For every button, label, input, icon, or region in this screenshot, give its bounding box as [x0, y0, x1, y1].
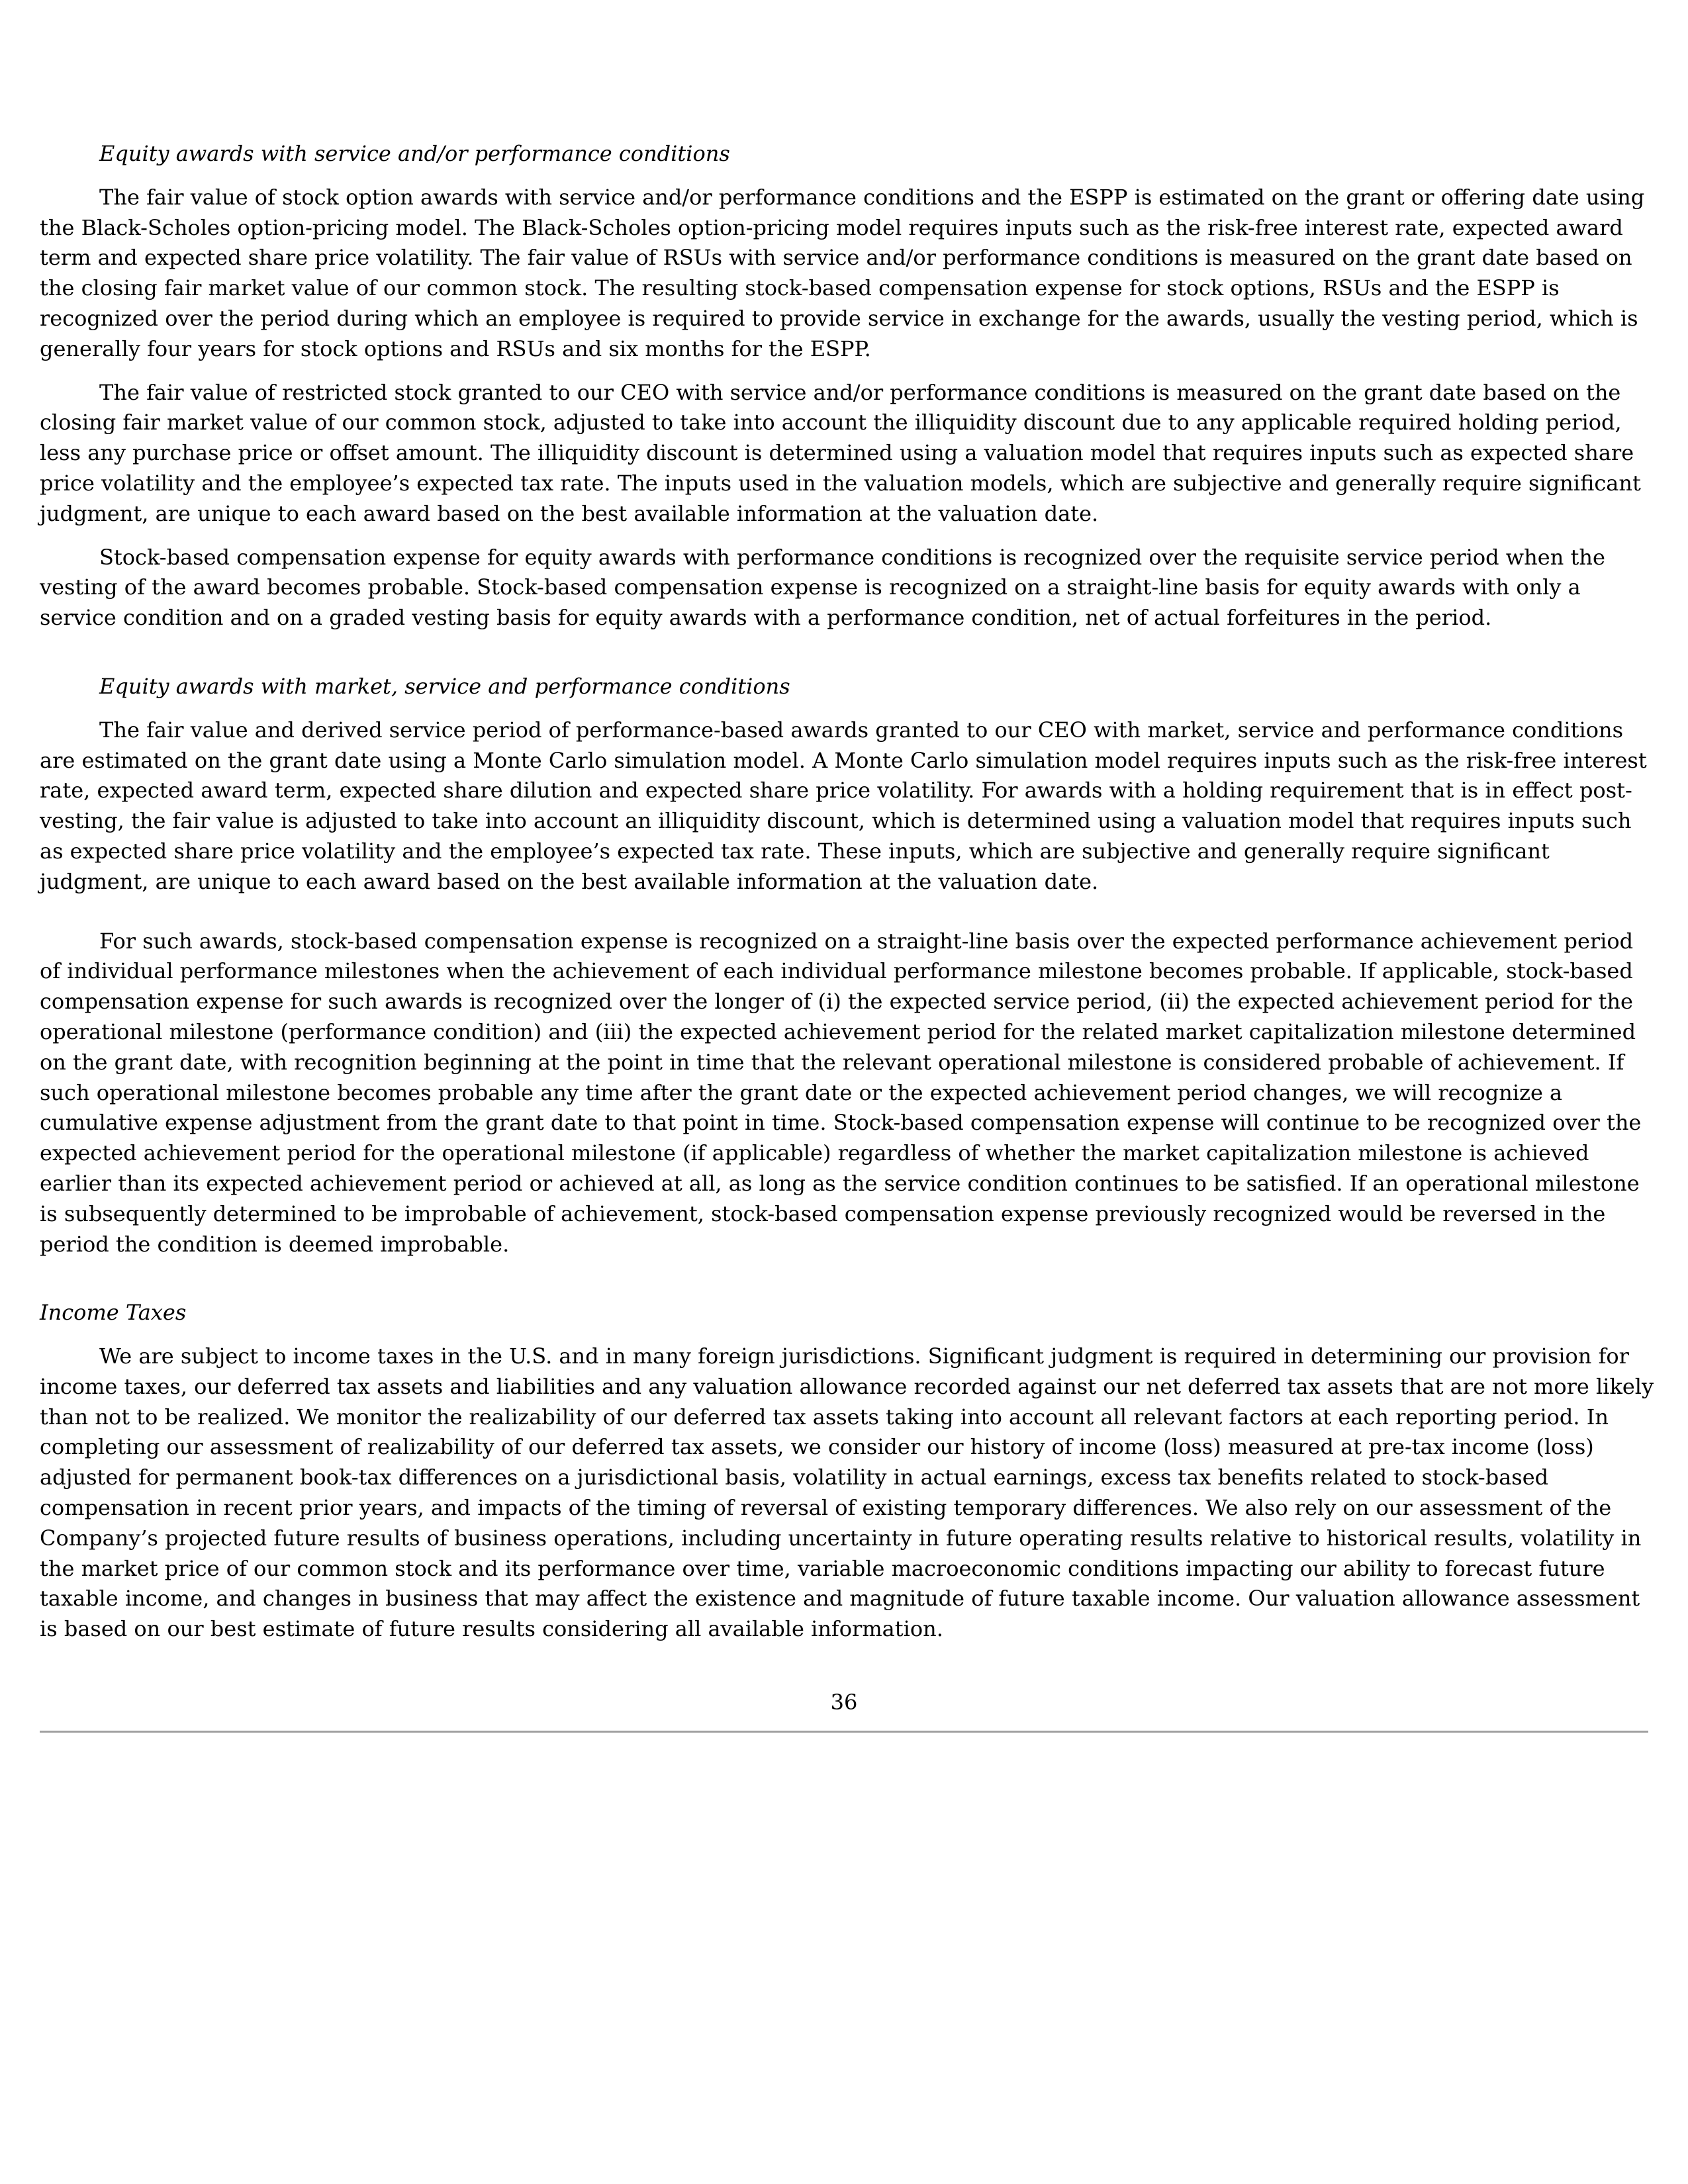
page-number: 36 — [830, 1690, 858, 1715]
document-page — [40, 139, 1655, 1645]
section-heading-equity-market: Equity awards with market, service and performance conditions — [99, 673, 790, 699]
paragraph-black-scholes: The fair value of stock option awards with service and/or performance conditions and the ESPP is estimated on the grant or offering date using the Black-Scholes option-pricing model. The Black-Scholes option-pricing model requires inputs such as the risk-free interest rate, expected award term and expected share price volatility. The fair value of RSUs with service and/or performance conditions is measured on the grant date based on the closing fair market value of our common stock. The resulting stock-based compensation expense for stock options, RSUs and the ESPP is recognized over the period during which an employee is required to provide service in exchange for the awards, usually the vesting period, which is generally four years for stock options and RSUs and six months for the ESPP. — [40, 184, 1645, 361]
paragraph-income-taxes: We are subject to income taxes in the U.S. and in many foreign jurisdictions. Significant judgment is required in determining our provision for income taxes, our deferred tax assets and liabilities and any valuation allowance recorded against our net deferred tax assets that are not more likely than not to be realized. We monitor the realizability of our deferred tax assets taking into account all relevant factors at each reporting period. In completing our assessment of realizability of our deferred tax assets, we consider our history of income (loss) measured at pre-tax income (loss) adjusted for permanent book-tax differences on a jurisdictional basis, volatility in actual earnings, excess tax benefits related to stock-based compensation in recent prior years, and impacts of the timing of reversal of existing temporary differences. We also rely on our assessment of the Company’s projected future results of business operations, including uncertainty in future operating results relative to historical results, volatility in the market price of our common stock and its performance over time, variable macroeconomic conditions impacting our ability to forecast future taxable income, and changes in business that may affect the existence and magnitude of future taxable income. Our valuation allowance assessment is based on our best estimate of future results considering all available information. — [40, 1343, 1654, 1642]
paragraph-restricted-stock: The fair value of restricted stock granted to our CEO with service and/or performance conditions is measured on the grant date based on the closing fair market value of our common stock, adjusted to take into account the illiquidity discount due to any applicable required holding period, less any purchase price or offset amount. The illiquidity discount is determined using a valuation model that requires inputs such as expected share price volatility and the employee’s expected tax rate. The inputs used in the valuation models, which are subjective and generally require significant judgment, are unique to each award based on the best available information at the valuation date. — [40, 379, 1641, 526]
section-heading-income-taxes: Income Taxes — [40, 1300, 187, 1326]
paragraph-monte-carlo: The fair value and derived service period of performance-based awards granted to our CEO with market, service and performance conditions are estimated on the grant date using a Monte Carlo simulation model. A Monte Carlo simulation model requires inputs such as the risk-free interest rate, expected award term, expected share dilution and expected share price volatility. For awards with a holding requirement that is in effect post-vesting, the fair value is adjusted to take into account an illiquidity discount, which is determined using a valuation model that requires inputs such as expected share price volatility and the employee’s expected tax rate. These inputs, which are subjective and generally require significant judgment, are unique to each award based on the best available information at the valuation date. — [40, 717, 1647, 894]
paragraph-milestone-recognition: For such awards, stock-based compensation expense is recognized on a straight-line basis over the expected performance achievement period of individual performance milestones when the achievement of each individual performance milestone becomes probable. If applicable, stock-based compensation expense for such awards is recognized over the longer of (i) the expected service period, (ii) the expected achievement period for the operational milestone (performance condition) and (iii) the expected achievement period for the related market capitalization milestone determined on the grant date, with recognition beginning at the point in time that the relevant operational milestone is considered probable of achievement. If such operational milestone becomes probable any time after the grant date or the expected achievement period changes, we will recognize a cumulative expense adjustment from the grant date to that point in time. Stock-based compensation expense will continue to be recognized over the expected achievement period for the operational milestone (if applicable) regardless of whether the market capitalization milestone is achieved earlier than its expected achievement period or achieved at all, as long as the service condition continues to be satisfied. If an operational milestone is subsequently determined to be improbable of achievement, stock-based compensation expense previously recognized would be reversed in the period the condition is deemed improbable. — [40, 928, 1642, 1257]
section-heading-equity-service: Equity awards with service and/or performance conditions — [99, 141, 730, 166]
paragraph-performance-recognition: Stock-based compensation expense for equity awards with performance conditions is recognized over the requisite service period when the vesting of the award becomes probable. Stock-based compensation expense is recognized on a straight-line basis for equity awards with only a service condition and on a graded vesting basis for equity awards with a performance condition, net of actual forfeitures in the period. — [40, 544, 1605, 631]
footer-divider — [40, 1731, 1648, 1733]
